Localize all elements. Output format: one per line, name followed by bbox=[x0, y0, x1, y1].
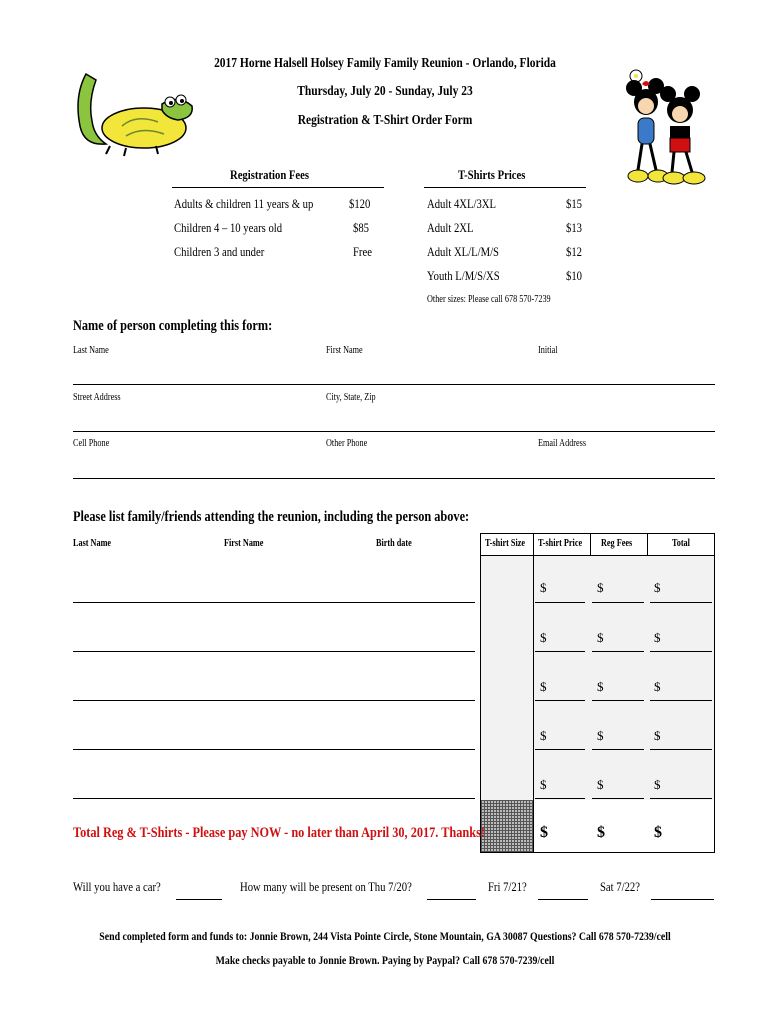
attendee-row-5-price-line[interactable] bbox=[535, 798, 585, 799]
tshirt-label-2xl: Adult 2XL bbox=[427, 220, 474, 235]
attendee-row-4-reg-line[interactable] bbox=[592, 749, 644, 750]
col-total: Total bbox=[672, 538, 690, 549]
attendee-row-3-price-line[interactable] bbox=[535, 700, 585, 701]
attendee-row-3-total-line[interactable] bbox=[650, 700, 712, 701]
attendee-row-3-reg-line[interactable] bbox=[592, 700, 644, 701]
contact-section-title: Name of person completing this form: bbox=[73, 318, 273, 334]
registration-fees-title: Registration Fees bbox=[230, 167, 310, 182]
attendee-row-4-price-line[interactable] bbox=[535, 749, 585, 750]
col-reg-fees: Reg Fees bbox=[601, 538, 633, 549]
first-name-label: First Name bbox=[326, 345, 363, 356]
attendee-row-2-total-dollar: $ bbox=[654, 630, 661, 645]
attendee-row-5-total-dollar: $ bbox=[654, 777, 661, 792]
form-title-line1: 2017 Horne Halsell Holsey Family Family Reunion - Orlando, Florida bbox=[214, 56, 556, 71]
col-first-name: First Name bbox=[224, 538, 264, 549]
attendee-row-4-line[interactable] bbox=[73, 749, 475, 750]
friday-question: Fri 7/21? bbox=[488, 879, 527, 894]
mickey-minnie-illustration bbox=[612, 64, 708, 186]
name-entry-line[interactable] bbox=[73, 384, 715, 385]
attendee-row-2-price-dollar: $ bbox=[540, 630, 547, 645]
saturday-answer-line[interactable] bbox=[651, 899, 714, 900]
total-price-dollar: $ bbox=[540, 824, 548, 841]
attendee-row-5-reg-line[interactable] bbox=[592, 798, 644, 799]
attendee-row-2-reg-dollar: $ bbox=[597, 630, 604, 645]
attendee-row-4-total-dollar: $ bbox=[654, 728, 661, 743]
attendee-row-4-reg-dollar: $ bbox=[597, 728, 604, 743]
street-address-label: Street Address bbox=[73, 392, 121, 403]
tshirt-other-sizes-note: Other sizes: Please call 678 570-7239 bbox=[427, 294, 551, 305]
total-reg-dollar: $ bbox=[597, 824, 605, 841]
col-tshirt-size: T-shirt Size bbox=[485, 538, 526, 549]
tshirt-price-youth: $10 bbox=[566, 268, 582, 283]
attendee-row-1-reg-line[interactable] bbox=[592, 602, 644, 603]
car-answer-line[interactable] bbox=[176, 899, 222, 900]
form-title-line2: Thursday, July 20 - Sunday, July 23 bbox=[297, 84, 473, 99]
attendee-row-2-reg-line[interactable] bbox=[592, 651, 644, 652]
saturday-question: Sat 7/22? bbox=[600, 879, 640, 894]
address-entry-line[interactable] bbox=[73, 431, 715, 432]
car-question: Will you have a car? bbox=[73, 879, 161, 894]
initial-label: Initial bbox=[538, 345, 558, 356]
attendee-row-1-reg-dollar: $ bbox=[597, 580, 604, 595]
phone-entry-line[interactable] bbox=[73, 478, 715, 479]
col-birth-date: Birth date bbox=[376, 538, 412, 549]
tshirt-label-youth: Youth L/M/S/XS bbox=[427, 268, 500, 283]
col-tshirt-price: T-shirt Price bbox=[538, 538, 583, 549]
attendee-row-3-price-dollar: $ bbox=[540, 679, 547, 694]
city-state-zip-label: City, State, Zip bbox=[326, 392, 376, 403]
attendee-row-4-price-dollar: $ bbox=[540, 728, 547, 743]
footer-payment-instructions: Make checks payable to Jonnie Brown. Paying by Paypal? Call 678 570-7239/cell bbox=[215, 953, 555, 967]
tshirt-price-4xl: $15 bbox=[566, 196, 582, 211]
total-payment-notice: Total Reg & T-Shirts - Please pay NOW - no later than April 30, 2017. Thanks! bbox=[73, 825, 485, 841]
attendee-row-4-total-line[interactable] bbox=[650, 749, 712, 750]
form-title-line3: Registration & T-Shirt Order Form bbox=[297, 113, 473, 128]
reg-fee-price-infant: Free bbox=[353, 244, 372, 259]
friday-answer-line[interactable] bbox=[538, 899, 588, 900]
reg-fee-price-child: $85 bbox=[353, 220, 369, 235]
attendee-row-2-line[interactable] bbox=[73, 651, 475, 652]
attendee-row-5-total-line[interactable] bbox=[650, 798, 712, 799]
attendee-row-1-line[interactable] bbox=[73, 602, 475, 603]
attendee-row-1-total-line[interactable] bbox=[650, 602, 712, 603]
tshirt-price-2xl: $13 bbox=[566, 220, 582, 235]
total-grand-dollar: $ bbox=[654, 824, 662, 841]
attendee-row-5-reg-dollar: $ bbox=[597, 777, 604, 792]
tshirt-prices-title: T-Shirts Prices bbox=[458, 167, 526, 182]
reg-fee-label-child: Children 4 – 10 years old bbox=[174, 220, 283, 235]
footer-send-instructions: Send completed form and funds to: Jonnie Brown, 244 Vista Pointe Circle, Stone Mountain, GA 30087 Questions? Call 678 570-7239/cell bbox=[99, 929, 671, 943]
tshirt-label-4xl: Adult 4XL/3XL bbox=[427, 196, 496, 211]
tshirt-price-xl: $12 bbox=[566, 244, 582, 259]
attendee-row-1-total-dollar: $ bbox=[654, 580, 661, 595]
attendees-section-title: Please list family/friends attending the reunion, including the person above: bbox=[73, 509, 470, 525]
attendee-row-5-price-dollar: $ bbox=[540, 777, 547, 792]
attendee-row-2-total-line[interactable] bbox=[650, 651, 712, 652]
attendee-row-5-line[interactable] bbox=[73, 798, 475, 799]
last-name-label: Last Name bbox=[73, 345, 109, 356]
thursday-question: How many will be present on Thu 7/20? bbox=[240, 879, 412, 894]
reg-fee-label-adult: Adults & children 11 years & up bbox=[174, 196, 314, 211]
email-address-label: Email Address bbox=[538, 438, 587, 449]
reg-fee-label-infant: Children 3 and under bbox=[174, 244, 265, 259]
alligator-illustration bbox=[66, 66, 196, 160]
attendee-row-1-price-line[interactable] bbox=[535, 602, 585, 603]
col-last-name: Last Name bbox=[73, 538, 112, 549]
cell-phone-label: Cell Phone bbox=[73, 438, 110, 449]
attendee-row-1-price-dollar: $ bbox=[540, 580, 547, 595]
reg-fee-price-adult: $120 bbox=[349, 196, 371, 211]
attendee-row-3-line[interactable] bbox=[73, 700, 475, 701]
attendee-row-3-reg-dollar: $ bbox=[597, 679, 604, 694]
tshirt-label-xl: Adult XL/L/M/S bbox=[427, 244, 499, 259]
thursday-answer-line[interactable] bbox=[427, 899, 476, 900]
attendee-row-2-price-line[interactable] bbox=[535, 651, 585, 652]
attendee-row-3-total-dollar: $ bbox=[654, 679, 661, 694]
other-phone-label: Other Phone bbox=[326, 438, 368, 449]
